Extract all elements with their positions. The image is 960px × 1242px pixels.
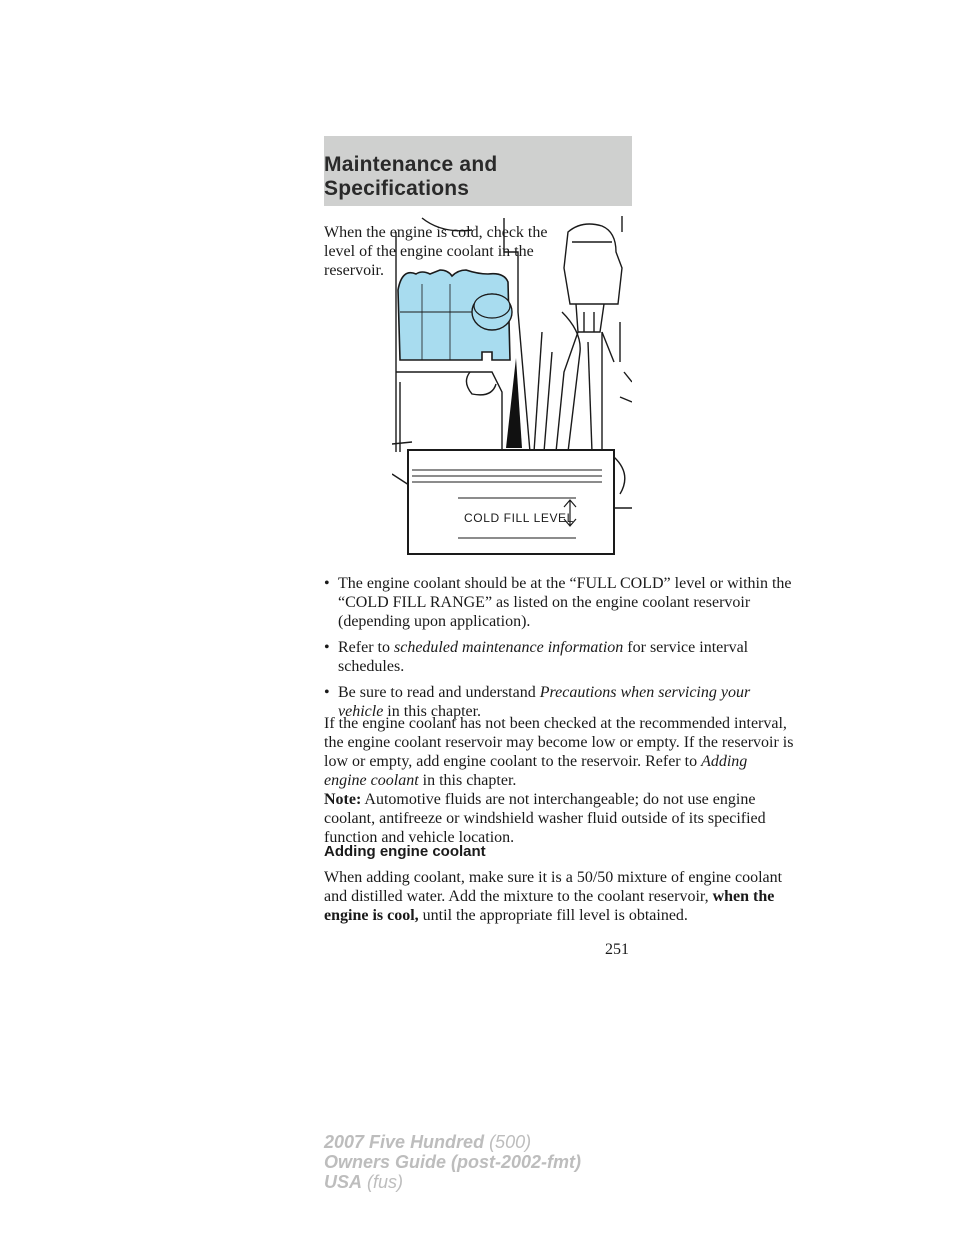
reference-link-text: Precautions when servicing your (539, 684, 751, 701)
bullet-dot: • (324, 575, 330, 592)
list-item-line: Be sure to read and understand Precautions when servicing your (338, 684, 751, 701)
list-item (324, 574, 792, 631)
section-title: Maintenance and Specifications (324, 153, 498, 200)
intro-text (324, 223, 548, 280)
intro-line: level of the engine coolant in the (324, 243, 534, 260)
list-item-line: vehicle in this chapter. (338, 703, 482, 720)
bullet-dot: • (324, 684, 330, 701)
bullet-dot: • (324, 639, 330, 656)
bullet-list (324, 574, 792, 728)
list-item-line: Refer to scheduled maintenance information for service interval (338, 639, 749, 656)
list-item-line: (depending upon application). (338, 613, 531, 630)
intro-line: reservoir. (324, 262, 384, 279)
paragraph-adding-coolant: When adding coolant, make sure it is a 50/50 mixture of engine coolant and distilled water. Add the mixture to the coolant reservoir, when the engine is cool, until the appropriate fill level is obtained. (324, 869, 783, 924)
list-item-line: “COLD FILL RANGE” as listed on the engine coolant reservoir (338, 594, 751, 611)
list-item (324, 638, 749, 676)
cold-fill-level-label: COLD FILL LEVEL (464, 511, 574, 525)
document-footer: 2007 Five Hundred (500) Owners Guide (post-2002-fmt) USA (fus) (324, 1132, 582, 1192)
note-paragraph: Note: Automotive fluids are not interchangeable; do not use engine coolant, antifreeze or windshield washer fluid outside of its specified function and vehicle location. (324, 791, 766, 846)
page-number: 251 (605, 941, 629, 958)
subheading-adding-coolant: Adding engine coolant (324, 843, 486, 860)
list-item-line: schedules. (338, 658, 405, 675)
section-header (324, 136, 632, 206)
note-label: Note: (324, 791, 362, 808)
reference-link-text: scheduled maintenance information (393, 639, 624, 656)
coolant-reservoir-illustration (392, 212, 632, 557)
list-item-line: The engine coolant should be at the “FULL COLD” level or within the (338, 575, 792, 592)
paragraph-coolant-check: If the engine coolant has not been checked at the recommended interval, the engine coolant reservoir may become low or empty. If the reservoir is low or empty, add engine coolant to the reservoir. Refer to Adding engine coolant in this chapter. (324, 715, 794, 789)
intro-line: When the engine is cold, check the (324, 224, 548, 241)
